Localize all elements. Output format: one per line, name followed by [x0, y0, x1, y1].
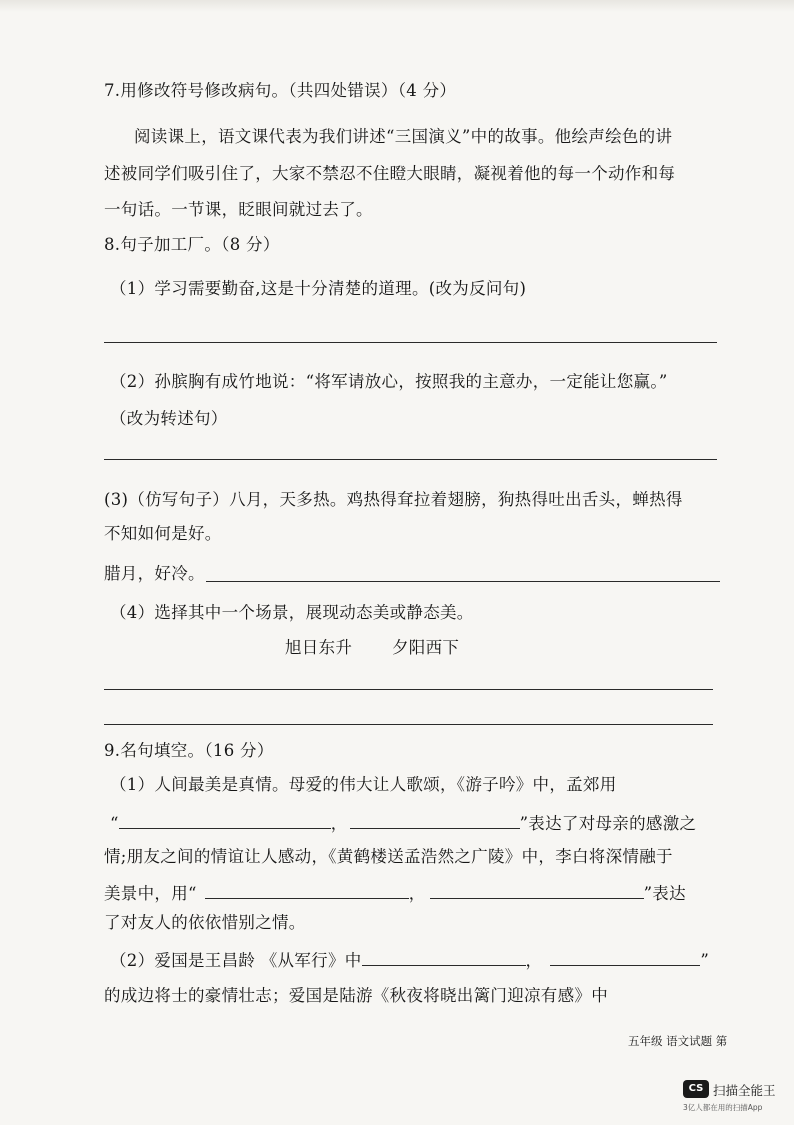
q8-item-3-line-2: 不知如何是好。 [104, 524, 222, 543]
q9-blank-5[interactable] [362, 951, 526, 966]
q9-line-4-head: 美景中，用“ [104, 884, 197, 903]
watermark-title: 扫描全能王 [713, 1083, 776, 1098]
q9-blank-1[interactable] [119, 814, 331, 829]
q9-open-quote: “ [110, 814, 119, 833]
q9-item-2-head: （2）爱国是王昌龄 《从军行》中 [110, 951, 362, 970]
q7-passage-line-3: 一句话。一节课，眨眼间就过去了。 [104, 200, 373, 219]
page-footer: 五年级 语文试题 第 [628, 1034, 728, 1048]
q7-passage-line-1: 阅读课上，语文课代表为我们讲述“三国演义”中的故事。他绘声绘色的讲 [134, 127, 673, 146]
q8-item-3-answer-line[interactable] [206, 581, 720, 582]
q9-comma-3: ， [525, 951, 543, 970]
q8-item-1: （1）学习需要勤奋,这是十分清楚的道理。(改为反问句) [110, 279, 527, 298]
q9-item-2-tail: ” [700, 951, 710, 970]
q8-item-4-answer-line-1[interactable] [104, 689, 713, 690]
q8-item-3-prompt: 腊月，好冷。 [104, 564, 205, 583]
q9-blank-2[interactable] [350, 814, 520, 829]
q9-item-1-line-3: 情;朋友之间的情谊让人感动，《黄鹤楼送孟浩然之广陵》中，李白将深情融于 [104, 847, 673, 866]
q9-blank-3[interactable] [205, 884, 409, 899]
q8-item-3-line-1: (3)（仿写句子）八月，天多热。鸡热得耷拉着翅膀，狗热得吐出舌头，蝉热得 [104, 490, 683, 509]
scan-edge-shadow [0, 0, 794, 12]
q9-comma-1: ， [330, 814, 348, 833]
camscanner-logo: CS [683, 1080, 709, 1098]
q9-line-4-tail: ”表达 [643, 884, 686, 903]
q9-item-2-line-1 [110, 951, 709, 970]
q9-item-1-line-1: （1）人间最美是真情。母爱的伟大让人歌颂，《游子吟》中，孟郊用 [110, 775, 617, 794]
q9-title: 9.名句填空。（16 分） [104, 741, 274, 760]
q9-comma-2: ， [408, 884, 426, 903]
q8-item-4-answer-line-2[interactable] [104, 724, 713, 725]
q8-item-1-answer-line[interactable] [104, 342, 717, 343]
watermark-subtitle: 3亿人都在用的扫描App [683, 1103, 763, 1112]
q8-scene-1: 旭日东升 [285, 638, 353, 657]
q9-blank-4[interactable] [430, 884, 644, 899]
q8-item-2-answer-line[interactable] [104, 459, 717, 460]
q9-blank-6[interactable] [550, 951, 700, 966]
q8-scene-2: 夕阳西下 [392, 638, 460, 657]
q7-passage-line-2: 述被同学们吸引住了，大家不禁忍不住瞪大眼睛，凝视着他的每一个动作和每 [104, 164, 676, 183]
q8-item-2-line-1: （2）孙膑胸有成竹地说：“将军请放心，按照我的主意办，一定能让您赢。” [110, 372, 668, 391]
q9-item-1-line-2-tail: ”表达了对母亲的感激之 [519, 814, 697, 833]
q7-title: 7.用修改符号修改病句。（共四处错误）（4 分） [104, 81, 457, 100]
q9-item-1-line-2 [110, 814, 696, 833]
q9-item-1-line-5: 了对友人的依依惜别之情。 [104, 913, 306, 932]
q9-item-1-line-4 [104, 884, 686, 903]
q8-title: 8.句子加工厂。（8 分） [104, 235, 280, 254]
q9-item-2-line-2: 的成边将士的豪情壮志；爱国是陆游《秋夜将晓出篱门迎凉有感》中 [104, 986, 608, 1005]
q8-item-2-line-2: （改为转述句） [110, 409, 228, 428]
q8-item-4: （4）选择其中一个场景，展现动态美或静态美。 [110, 603, 474, 622]
